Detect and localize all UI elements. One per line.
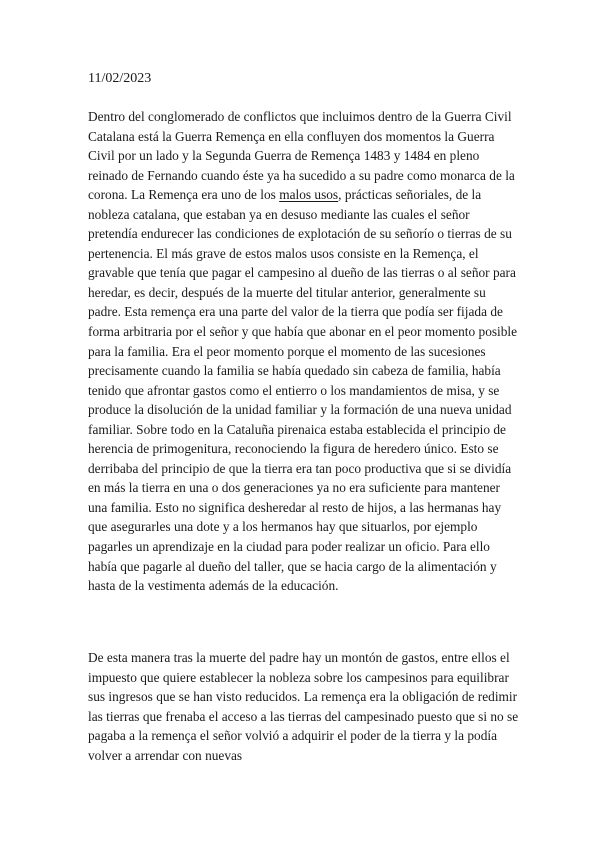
paragraph-2: De esta manera tras la muerte del padre hay un montón de gastos, entre ellos el impuesto que quiere establecer la nobleza sobre los campesinos para equilibrar sus ingresos que se han visto reducidos. La remença era la obligación de redimir las tierras que frenaba el acceso a las tierras del campesinado puesto que si no se pagaba a la remença el señor volvió a adquirir el poder de la tierra y la podía volver a arrendar con nuevas xyxy=(88,650,519,763)
paragraph-1-text-b: , prácticas señoriales, de la nobleza catalana, que estaban ya en desuso mediante las cuales el señor pretendía endurecer las condiciones de explotación de su señorío o tierras de su pertenencia. El más grave de estos malos usos consiste en la Remença, el gravable que tenía que pagar el campesino al dueño de las tierras o al señor para heredar, es decir, después de la muerte del titular anterior, generalmente su padre. Esta remença era una parte del valor de la tierra que podía ser fijada de forma arbitraria por el señor y que había que abonar en el peor momento posible para la familia. Era el peor momento porque el momento de las sucesiones precisamente cuando la familia se había quedado sin cabeza de familia, había tenido que afrontar gastos como el entierro o los mandamientos de misa, y se produce la disolución de la unidad familiar y la formación de una nueva unidad familiar. Sobre todo en la Cataluña pirenaica estaba establecida el principio de herencia de primogenitura, reconociendo la figura de heredero único. Esto se derribaba del principio de que la tierra era tan poco productiva que si se dividía en más la tierra en una o dos generaciones ya no era suficiente para mantener una familia. Esto no significa desheredar al resto de hijos, a las hermanas hay que asegurarles una dote y a los hermanos hay que situarlos, por ejemplo pagarles un aprendizaje en la ciudad para poder realizar un oficio. Para ello había que pagarle al dueño del taller, que se hacia cargo de la alimentación y hasta de la vestimenta además de la educación. xyxy=(88,187,518,594)
paragraph-1 xyxy=(88,107,520,596)
paragraph-1-text-a: Dentro del conglomerado de conflictos que incluimos dentro de la Guerra Civil Catalana está la Guerra Remença en ella confluyen dos momentos la Guerra Civil por un lado y la Segunda Guerra de Remença 1483 y 1484 en pleno reinado de Fernando cuando éste ya ha sucedido a su padre como monarca de la corona. La Remença era uno de los xyxy=(88,109,515,203)
malos-usos-link[interactable]: malos usos xyxy=(279,187,339,203)
document-date: 11/02/2023 xyxy=(88,71,152,86)
